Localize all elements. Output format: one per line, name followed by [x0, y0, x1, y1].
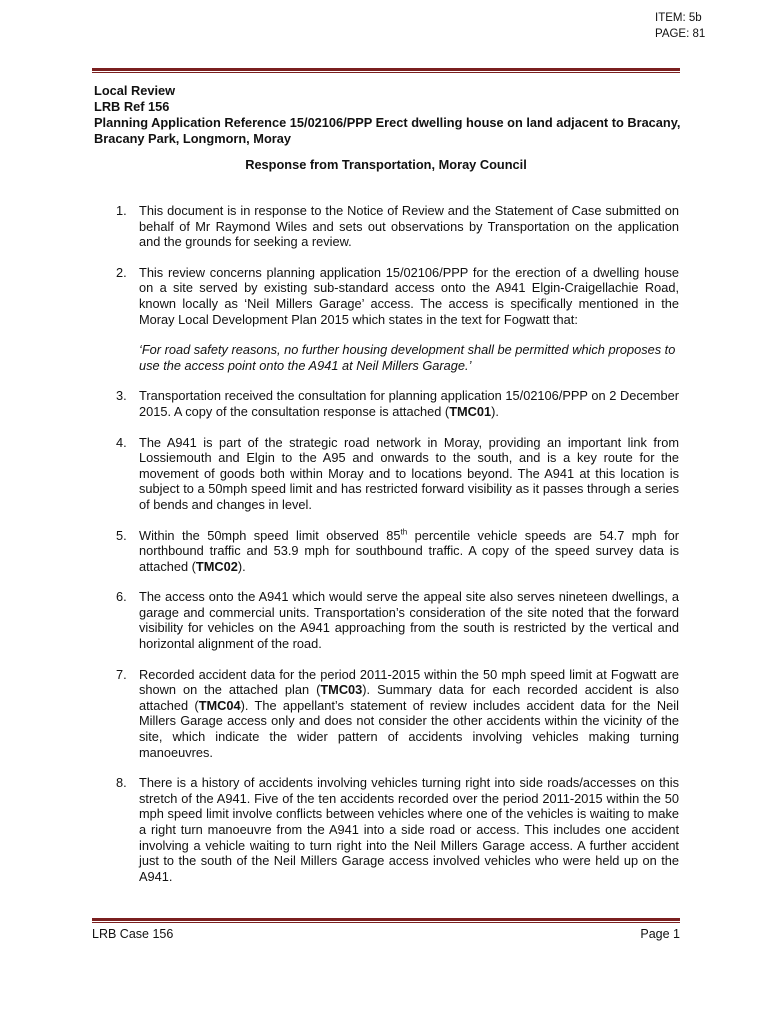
item-reference [655, 10, 745, 42]
footer-case: LRB Case 156 [92, 927, 174, 941]
paragraph-5 [94, 528, 679, 575]
attachment-code: TMC04 [198, 697, 241, 713]
paragraph-number: 4. [116, 434, 127, 450]
page-ref-label: PAGE: 81 [655, 28, 706, 40]
paragraph-3 [94, 388, 679, 419]
paragraph-text: There is a history of accidents involving vehicles turning right into side roads/accesses on this stretch of the A941. Five of the ten accidents recorded over the period 2011-2015 within the 50 mph speed limit involve conflicts between vehicles where one of the vehicles is waiting to make a right turn manoeuvre from the A941 into a side road or access. This includes one accident involving a vehicle waiting to turn right into the Neil Millers Garage access. A further accident just to the south of the Neil Millers Garage access involved vehicles who were held up on the A941. [139, 775, 679, 884]
paragraph-4 [94, 435, 679, 513]
paragraph-number: 6. [116, 589, 127, 605]
paragraph-text: Recorded accident data for the period 2011-2015 within the 50 mph speed limit at Fogwatt are shown on the attached plan ( [139, 666, 679, 698]
bottom-divider [92, 918, 680, 923]
paragraph-number: 7. [116, 666, 127, 682]
paragraph-2 [94, 265, 679, 374]
header-title: Local Review [94, 83, 176, 98]
document-header [94, 83, 684, 147]
attachment-code: TMC01 [449, 403, 492, 419]
attachment-code: TMC03 [320, 682, 363, 698]
header-ref: LRB Ref 156 [94, 99, 170, 114]
footer-page-number: Page 1 [640, 927, 680, 941]
paragraph-text: This review concerns planning application 15/02106/PPP for the erection of a dwelling house on a site served by existing sub-standard access onto the A941 Elgin-Craigellachie Road, known locally as ‘Neil Millers Garage’ access. The access is specifically mentioned in the Moray Local Development Plan 2015 which states in the text for Fogwatt that: [139, 264, 679, 327]
paragraph-text: The A941 is part of the strategic road network in Moray, providing an important link from Lossiemouth and Elgin to the A95 and onwards to the south, and is a key route for the movement of goods both within Moray and to locations beyond. The A941 at this location is subject to a 50mph speed limit and has restricted forward visibility as it passes through a series of bends and changes in level. [139, 434, 679, 512]
paragraph-text: The access onto the A941 which would serve the appeal site also serves nineteen dwellings, a garage and commercial units. Transportation’s consideration of the site noted that the forward visibility for vehicles on the A941 approaching from the south is restricted by the vertical and horizontal alignment of the road. [139, 589, 679, 652]
numbered-paragraphs [94, 203, 679, 899]
paragraph-text: Transportation received the consultation for planning application 15/02106/PPP on 2 December 2015. A copy of the consultation response is attached ( [139, 388, 679, 419]
paragraph-1 [94, 203, 679, 250]
ordinal-suffix: th [400, 527, 408, 537]
paragraph-number: 2. [116, 264, 127, 280]
paragraph-7 [94, 667, 679, 761]
paragraph-number: 8. [116, 775, 127, 791]
attachment-code: TMC02 [195, 558, 238, 574]
ldp-quote: ‘For road safety reasons, no further housing development shall be permitted which proposes to use the access point onto the A941 at Neil Millers Garage.’ [139, 342, 676, 373]
document-subtitle: Response from Transportation, Moray Council [245, 157, 527, 172]
paragraph-text-end: ). [237, 558, 246, 574]
header-application: Planning Application Reference 15/02106/PPP Erect dwelling house on land adjacent to Bracany, Bracany Park, Longmorn, Moray [94, 115, 681, 146]
top-divider [92, 68, 680, 73]
item-label: ITEM: 5b [655, 12, 702, 24]
paragraph-number: 3. [116, 388, 127, 404]
paragraph-text: This document is in response to the Notice of Review and the Statement of Case submitted on behalf of Mr Raymond Wiles and sets out observations by Transportation on the application and the grounds for seeking a review. [139, 203, 679, 250]
paragraph-number: 1. [116, 203, 127, 218]
paragraph-text-mid: ). Summary data for each recorded accident is also attached ( [139, 682, 679, 713]
paragraph-text-end: ). The appellant’s statement of review includes accident data for the Neil Millers Garage access only and does not consider the other accidents within the vicinity of the site, which indicate the wider pattern of accidents involving vehicles making turning manoeuvres. [139, 697, 679, 760]
paragraph-number: 5. [116, 527, 127, 543]
paragraph-text-mid: percentile vehicle speeds are 54.7 mph for northbound traffic and 53.9 mph for southbound traffic. A copy of the speed survey data is attached ( [139, 527, 680, 574]
paragraph-8 [94, 775, 679, 884]
paragraph-text: Within the 50mph speed limit observed 85 [139, 527, 401, 543]
paragraph-6 [94, 589, 679, 651]
paragraph-text-end: ). [491, 403, 499, 419]
